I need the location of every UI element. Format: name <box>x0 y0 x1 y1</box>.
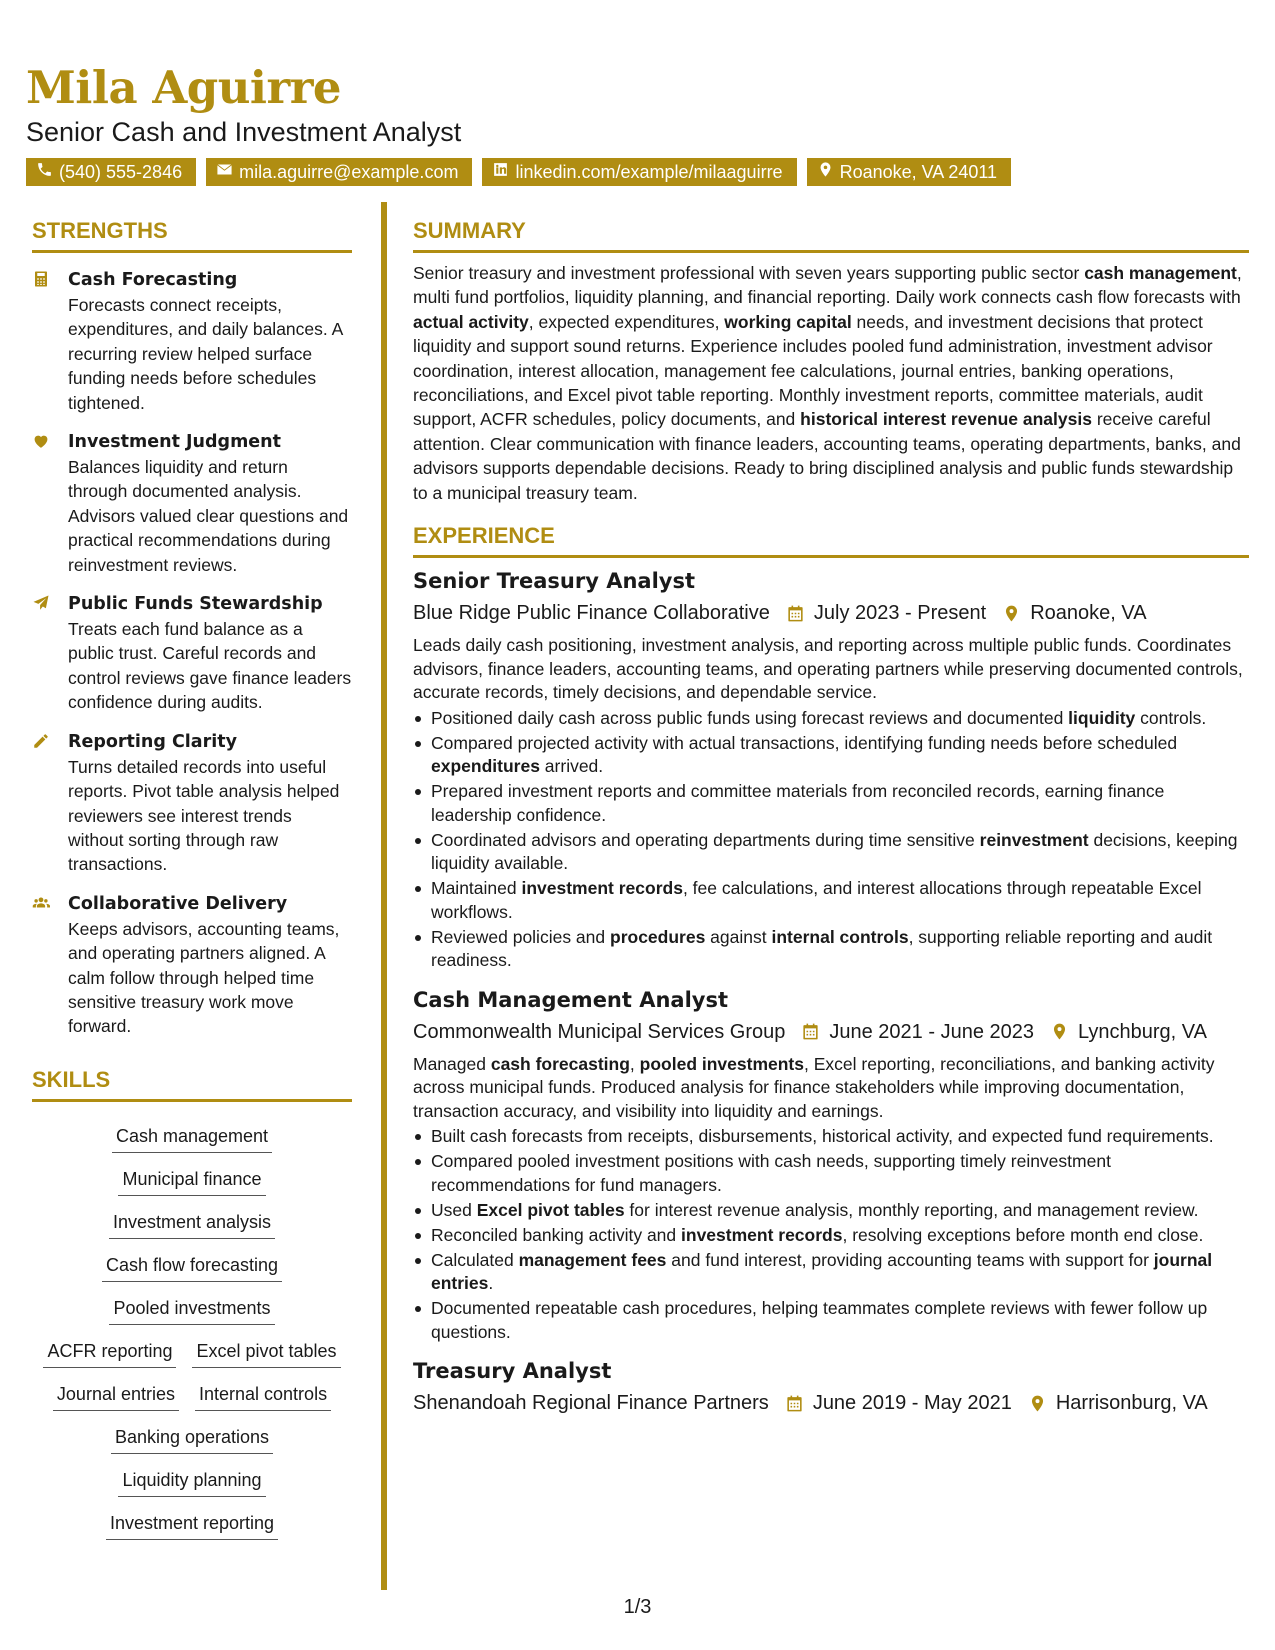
heart-icon <box>32 429 54 577</box>
map-pin-icon <box>1028 1394 1047 1413</box>
skill-row <box>109 1209 275 1239</box>
job-dates: July 2023 - Present <box>813 602 987 625</box>
skill-tag: Cash flow forecasting <box>102 1252 282 1282</box>
job-location: Roanoke, VA <box>1030 602 1147 625</box>
map-pin-icon <box>1050 1022 1069 1041</box>
skill-tag: Banking operations <box>111 1424 273 1454</box>
calendar-icon <box>801 1022 820 1041</box>
email-text: mila.aguirre@example.com <box>239 162 459 182</box>
location-text: Roanoke, VA 24011 <box>839 162 998 182</box>
calendar-icon <box>785 1394 804 1413</box>
resume-header <box>26 62 1246 186</box>
job-bullets <box>413 707 1249 973</box>
strength-title: Collaborative Delivery <box>68 893 288 914</box>
list-item: Coordinated advisors and operating departments during time sensitive reinvestment decisions, keeping liquidity available. <box>413 829 1249 876</box>
strength-desc: Forecasts connect receipts, expenditures, and daily balances. A recurring review helped surface funding needs before schedules tightened. <box>68 295 343 413</box>
experience-list <box>413 566 1249 1418</box>
job-description: Leads daily cash positioning, investment analysis, and reporting across multiple public funds. Coordinates advisors, finance leaders, accounting teams, and operating partners while preserving documented controls, accurate records, timely decisions, and dependable service. <box>413 635 1243 703</box>
strengths-heading: STRENGTHS <box>32 216 352 253</box>
job-entry <box>413 985 1249 1345</box>
strength-desc: Balances liquidity and return through documented analysis. Advisors valued clear questions and practical recommendations during reinvestment reviews. <box>68 457 349 575</box>
candidate-title: Senior Cash and Investment Analyst <box>26 117 462 147</box>
skill-tag: Journal entries <box>53 1381 179 1411</box>
strength-item <box>32 591 352 715</box>
candidate-name: Mila Aguirre <box>26 61 342 114</box>
contact-linkedin[interactable] <box>482 158 796 186</box>
map-pin-icon <box>817 158 834 186</box>
job-meta <box>413 1017 1249 1047</box>
skill-row <box>106 1510 278 1540</box>
skill-tag: Cash management <box>112 1123 272 1153</box>
list-item: Built cash forecasts from receipts, disbursements, historical activity, and expected fund requirements. <box>413 1125 1249 1149</box>
skill-tag: Investment reporting <box>106 1510 278 1540</box>
skills-heading: SKILLS <box>32 1065 352 1102</box>
job-title: Cash Management Analyst <box>413 987 729 1012</box>
pencil-icon <box>32 729 54 877</box>
right-column <box>413 216 1249 1418</box>
list-item: Positioned daily cash across public funds using forecast reviews and documented liquidity controls. <box>413 707 1249 731</box>
column-divider <box>381 202 387 1590</box>
skill-tag: Internal controls <box>195 1381 331 1411</box>
strength-title: Cash Forecasting <box>68 270 238 290</box>
list-item: Used Excel pivot tables for interest revenue analysis, monthly reporting, and management review. <box>413 1199 1249 1223</box>
linkedin-icon <box>492 158 509 186</box>
users-icon <box>32 891 54 1039</box>
contact-email[interactable] <box>206 158 472 186</box>
left-column <box>32 216 352 1540</box>
calculator-icon <box>32 267 54 415</box>
job-location: Lynchburg, VA <box>1077 1020 1207 1043</box>
job-meta <box>413 598 1249 628</box>
strength-title: Reporting Clarity <box>68 731 238 752</box>
job-title: Treasury Analyst <box>413 1359 612 1384</box>
list-item: Maintained investment records, fee calculations, and interest allocations through repeatable Excel workflows. <box>413 877 1249 924</box>
skill-row <box>111 1424 273 1454</box>
job-company: Shenandoah Regional Finance Partners <box>413 1392 769 1415</box>
strength-title: Investment Judgment <box>68 432 281 453</box>
job-title: Senior Treasury Analyst <box>413 569 696 594</box>
list-item: Documented repeatable cash procedures, helping teammates complete reviews with fewer follow up questions. <box>413 1297 1249 1344</box>
strength-item <box>32 891 352 1039</box>
job-entry <box>413 566 1249 973</box>
job-meta <box>413 1388 1249 1418</box>
skill-row <box>112 1123 272 1153</box>
page-number: 1/3 <box>623 1596 652 1618</box>
phone-text: (540) 555-2846 <box>59 162 183 182</box>
job-description: Managed cash forecasting, pooled investments, Excel reporting, reconciliations, and banking activity across municipal funds. Produced analysis for finance stakeholders while improving documentation, transaction accuracy, and visibility into liquidity and earnings. <box>413 1053 1215 1121</box>
strength-desc: Turns detailed records into useful reports. Pivot table analysis helped reviewers see interest trends without sorting through raw transactions. <box>68 756 340 875</box>
map-pin-icon <box>1002 604 1021 623</box>
job-company: Blue Ridge Public Finance Collaborative <box>413 602 770 625</box>
skill-tag: Excel pivot tables <box>192 1338 340 1368</box>
strength-item <box>32 729 352 877</box>
strength-desc: Treats each fund balance as a public trust. Careful records and control reviews gave finance leaders confidence during audits. <box>68 619 352 713</box>
job-bullets <box>413 1125 1249 1344</box>
list-item: Reviewed policies and procedures against internal controls, supporting reliable reporting and audit readiness. <box>413 926 1249 973</box>
job-company: Commonwealth Municipal Services Group <box>413 1020 786 1043</box>
skill-tag: ACFR reporting <box>43 1338 176 1368</box>
job-entry <box>413 1356 1249 1418</box>
job-dates: June 2019 - May 2021 <box>812 1392 1012 1415</box>
calendar-icon <box>786 604 805 623</box>
skill-row <box>118 1166 265 1196</box>
list-item: Reconciled banking activity and investment records, resolving exceptions before month end close. <box>413 1224 1249 1248</box>
strength-title: Public Funds Stewardship <box>68 594 323 615</box>
contact-phone[interactable] <box>26 158 196 186</box>
contact-bar <box>26 158 1246 186</box>
skill-row <box>118 1467 265 1497</box>
list-item: Prepared investment reports and committee materials from reconciled records, earning finance leadership confidence. <box>413 780 1249 827</box>
skill-tag: Liquidity planning <box>118 1467 265 1497</box>
summary-heading: SUMMARY <box>413 216 1249 253</box>
skill-tag: Investment analysis <box>109 1209 275 1239</box>
linkedin-text: linkedin.com/example/milaaguirre <box>515 162 783 182</box>
skill-row <box>53 1381 331 1411</box>
phone-icon <box>36 158 53 186</box>
paper-plane-icon <box>32 591 54 715</box>
skill-row <box>102 1252 282 1282</box>
strength-desc: Keeps advisors, accounting teams, and operating partners aligned. A calm follow through helped time sensitive treasury work move forward. <box>68 918 340 1037</box>
job-dates: June 2021 - June 2023 <box>829 1020 1034 1043</box>
list-item: Calculated management fees and fund interest, providing accounting teams with support for journal entries. <box>413 1249 1249 1296</box>
skill-tag: Pooled investments <box>109 1295 274 1325</box>
skills-list <box>32 1110 352 1540</box>
envelope-icon <box>216 158 233 186</box>
skill-row <box>109 1295 274 1325</box>
skill-tag: Municipal finance <box>118 1166 265 1196</box>
summary-text: Senior treasury and investment professional with seven years supporting public sector cash management, multi fund portfolios, liquidity planning, and financial reporting. Daily work connects cash flow forecasts with actual activity, expected expenditures, working capital needs, and investment decisions that protect liquidity and support sound returns. Experience includes pooled fund administration, investment advisor coordination, interest allocation, management fee calculations, journal entries, banking operations, reconciliations, and Excel pivot table reporting. Monthly investment reports, committee materials, audit support, ACFR schedules, policy documents, and historical interest revenue analysis receive careful attention. Clear communication with finance leaders, accounting teams, operating departments, banks, and advisors supports dependable decisions. Ready to bring disciplined analysis and public funds stewardship to a municipal treasury team. <box>413 263 1242 503</box>
experience-heading: EXPERIENCE <box>413 521 1249 558</box>
skill-row <box>43 1338 340 1368</box>
list-item: Compared pooled investment positions with cash needs, supporting timely reinvestment recommendations for fund managers. <box>413 1150 1249 1197</box>
strengths-list <box>32 267 352 1039</box>
list-item: Compared projected activity with actual transactions, identifying funding needs before scheduled expenditures arrived. <box>413 732 1249 779</box>
strength-item <box>32 429 352 577</box>
strength-item <box>32 267 352 415</box>
job-location: Harrisonburg, VA <box>1055 1392 1208 1415</box>
contact-location <box>807 158 1011 186</box>
